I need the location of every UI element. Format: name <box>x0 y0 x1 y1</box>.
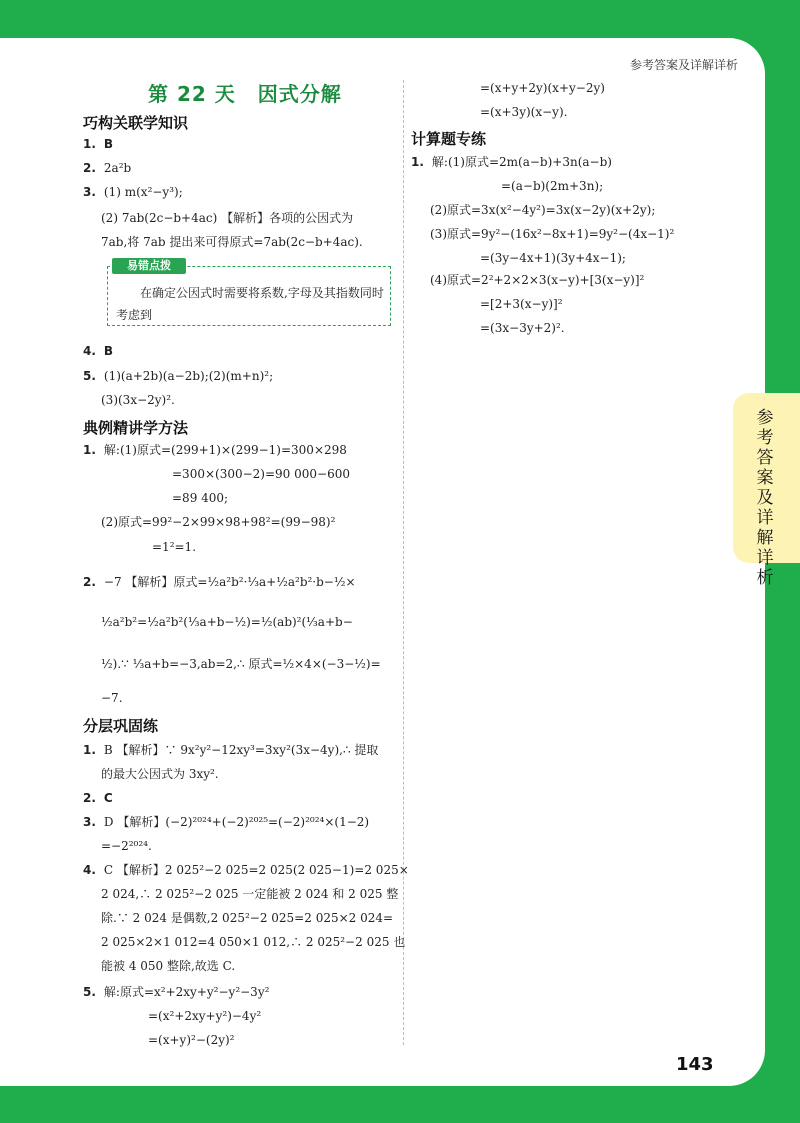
answer-line: 2. C <box>83 791 113 805</box>
answer-line: =(3y−4x+1)(3y+4x−1); <box>480 251 626 265</box>
title-topic: 因式分解 <box>257 82 342 106</box>
answer-line: 除.∵ 2 024 是偶数,2 025²−2 025=2 025×2 024= <box>101 911 394 925</box>
answer-line: =(x²+2xy+y²)−4y² <box>148 1009 262 1023</box>
answer-line: =(x+y)²−(2y)² <box>148 1033 235 1047</box>
section-heading: 巧构关联学知识 <box>83 114 189 132</box>
answer-line: 2 024,∴ 2 025²−2 025 一定能被 2 024 和 2 025 整 <box>101 887 399 901</box>
side-tab-label: 参考答案及详解详析 <box>756 408 774 588</box>
tip-text: 在确定公因式时需要将系数,字母及其指数同时考虑到 <box>116 286 384 322</box>
answer-line: (4)原式=2²+2×2×3(x−y)+[3(x−y)]² <box>430 273 645 287</box>
page-title <box>148 78 342 107</box>
answer-line: =(a−b)(2m+3n); <box>501 179 604 193</box>
answer-line: ½a²b²=½a²b²(⅓a+b−½)=½(ab)²(⅓a+b− <box>101 615 353 629</box>
answer-line: 1. 解:(1)原式=(299+1)×(299−1)=300×298 <box>83 443 347 457</box>
answer-line: 5. (1)(a+2b)(a−2b);(2)(m+n)²; <box>83 369 274 383</box>
running-header: 参考答案及详解详析 <box>629 58 738 72</box>
title-day: 第 22 天 <box>148 82 236 106</box>
answer-line: ½).∵ ⅓a+b=−3,ab=2,∴ 原式=½×4×(−3−½)= <box>101 657 381 671</box>
answer-line: 的最大公因式为 3xy². <box>101 767 219 781</box>
answer-line: 4. B <box>83 344 114 358</box>
answer-line: 5. 解:原式=x²+2xy+y²−y²−3y² <box>83 985 270 999</box>
answer-line: 7ab,将 7ab 提出来可得原式=7ab(2c−b+4ac). <box>101 235 363 249</box>
answer-line: 1. B <box>83 137 114 151</box>
answer-line: 1. 解:(1)原式=2m(a−b)+3n(a−b) <box>411 155 612 169</box>
section-heading: 计算题专练 <box>411 130 487 148</box>
answer-line: (2)原式=3x(x²−4y²)=3x(x−2y)(x+2y); <box>430 203 656 217</box>
answer-line: =−2²⁰²⁴. <box>101 839 152 853</box>
answer-line: (2) 7ab(2c−b+4ac) 【解析】各项的公因式为 <box>101 211 354 225</box>
answer-line: 2 025×2×1 012=4 050×1 012,∴ 2 025²−2 025 也 <box>101 935 406 949</box>
tip-label: 易错点拨 <box>112 258 186 274</box>
page-number: 143 <box>676 1054 714 1075</box>
answer-line: 3. (1) m(x²−y³); <box>83 185 183 199</box>
answer-line: =(x+3y)(x−y). <box>480 105 568 119</box>
answer-line: 2. −7 【解析】原式=½a²b²·⅓a+½a²b²·b−½× <box>83 575 356 589</box>
answer-line: 1. B 【解析】∵ 9x²y²−12xy³=3xy²(3x−4y),∴ 提取 <box>83 743 379 757</box>
answer-line: 能被 4 050 整除,故选 C. <box>101 959 236 973</box>
answer-line: =[2+3(x−y)]² <box>480 297 563 311</box>
answer-line: =300×(300−2)=90 000−600 <box>172 467 350 481</box>
answer-line: (3)原式=9y²−(16x²−8x+1)=9y²−(4x−1)² <box>430 227 675 241</box>
answer-line: =(3x−3y+2)². <box>480 321 565 335</box>
answer-line: (2)原式=99²−2×99×98+98²=(99−98)² <box>101 515 336 529</box>
answer-line: =1²=1. <box>152 540 197 554</box>
answer-line: 2. 2a²b <box>83 161 132 175</box>
answer-line: 3. D 【解析】(−2)²⁰²⁴+(−2)²⁰²⁵=(−2)²⁰²⁴×(1−2) <box>83 815 370 829</box>
answer-line: 4. C 【解析】2 025²−2 025=2 025(2 025−1)=2 025× <box>83 863 409 877</box>
answer-line: =(x+y+2y)(x+y−2y) <box>480 81 605 95</box>
section-heading: 典例精讲学方法 <box>83 419 189 437</box>
answer-line: (3)(3x−2y)². <box>101 393 175 407</box>
section-heading: 分层巩固练 <box>83 717 159 735</box>
answer-line: −7. <box>101 691 123 705</box>
answer-line: =89 400; <box>172 491 229 505</box>
column-divider <box>403 80 404 1045</box>
